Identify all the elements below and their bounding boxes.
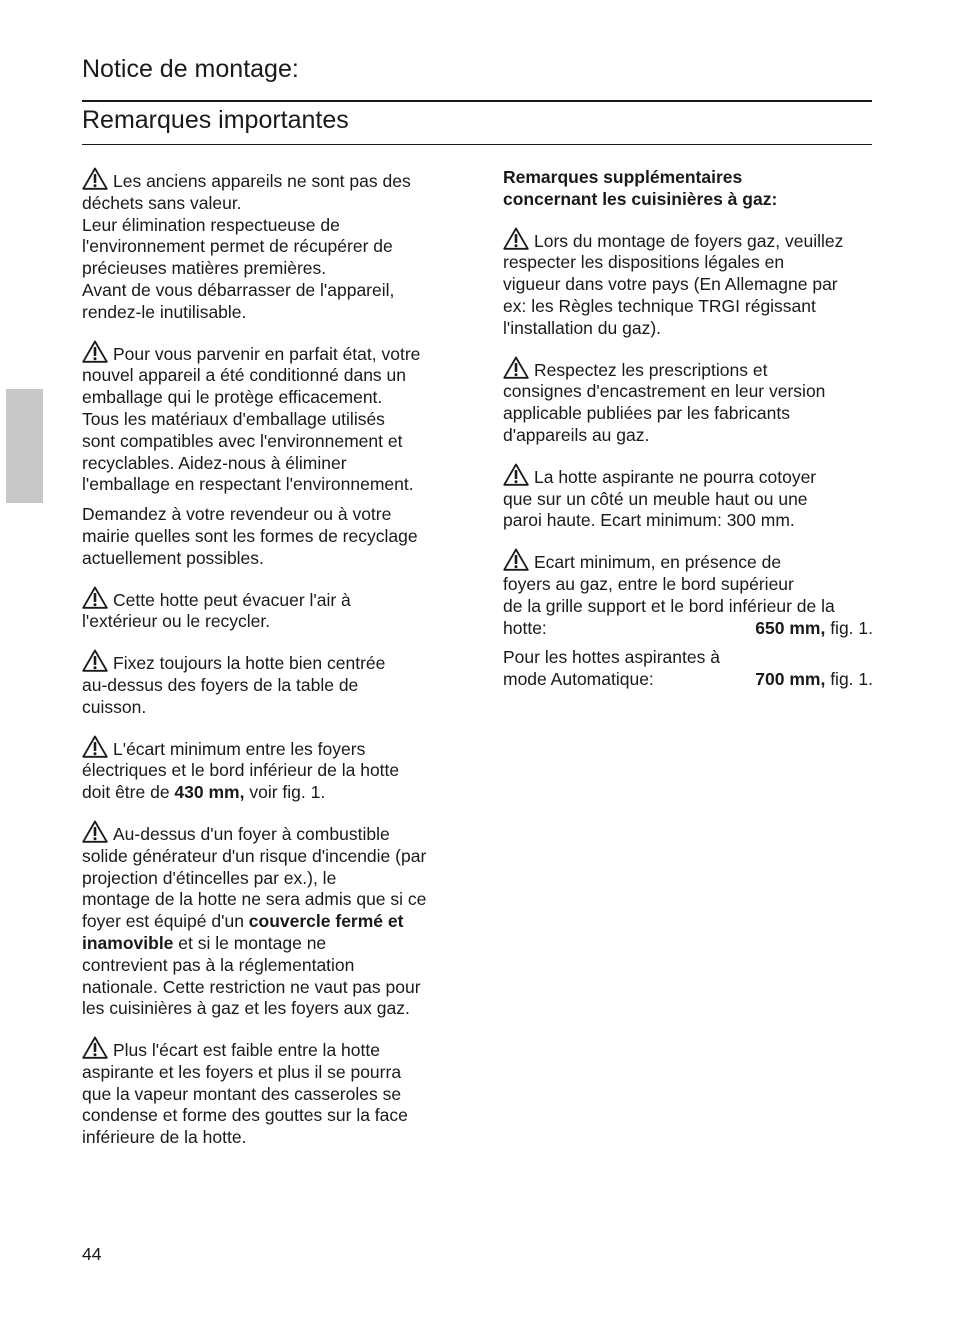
text-line: de la grille support et le bord inférieur de la (503, 595, 835, 616)
left-paragraph-6 (82, 735, 454, 804)
text-line: vigueur dans votre pays (En Allemagne par (503, 274, 838, 295)
text-line: les cuisinières à gaz et les foyers aux gaz. (82, 998, 410, 1019)
text-line: précieuses matières premières. (82, 258, 327, 279)
text-line: rendez-le inutilisable. (82, 301, 247, 322)
bold-value: 700 mm, (755, 669, 826, 690)
measurement-row (503, 618, 873, 640)
text-line: aspirante et les foyers et plus il se pourra (82, 1061, 402, 1082)
right-paragraph-3 (503, 463, 873, 532)
right-paragraph-5 (503, 647, 873, 691)
bold-value: 650 mm, (755, 617, 826, 638)
warning-triangle-icon (82, 820, 108, 843)
warning-triangle-icon (503, 463, 529, 486)
text-line: l'installation du gaz). (503, 317, 662, 338)
text-line: nouvel appareil a été conditionné dans un (82, 365, 406, 386)
bold-value: 430 mm, (174, 782, 245, 803)
left-paragraph-4 (82, 586, 454, 634)
text-line: que la vapeur montant des casseroles se (82, 1083, 402, 1104)
text-line: Pour vous parvenir en parfait état, votre (113, 343, 421, 364)
warning-triangle-icon (503, 548, 529, 571)
text-line: d'appareils au gaz. (503, 424, 650, 445)
warning-triangle-icon (503, 227, 529, 250)
bold-phrase: inamovible (82, 932, 174, 953)
text-line: Pour les hottes aspirantes à (503, 647, 720, 668)
left-paragraph-2 (82, 340, 454, 497)
page-number: 44 (82, 1244, 102, 1264)
text-line: actuellement possibles. (82, 547, 264, 568)
text-line: mairie quelles sont les formes de recyclage (82, 525, 418, 546)
text-line: cuisson. (82, 696, 147, 717)
text-line: L'écart minimum entre les foyers (113, 738, 366, 759)
side-tab-marker (6, 389, 43, 503)
warning-triangle-icon (82, 340, 108, 363)
text-line: La hotte aspirante ne pourra cotoyer (534, 466, 817, 487)
text-line: l'emballage en respectant l'environnement. (82, 474, 414, 495)
text-line: Les anciens appareils ne sont pas des (113, 171, 411, 191)
text-line: Leur élimination respectueuse de (82, 214, 340, 235)
text-line: Lors du montage de foyers gaz, veuillez (534, 230, 844, 251)
right-paragraph-1 (503, 227, 873, 340)
text-line: sont compatibles avec l'environnement et (82, 430, 403, 451)
text-line: l'environnement permet de récupérer de (82, 236, 393, 257)
text-line: Plus l'écart est faible entre la hotte (113, 1040, 380, 1061)
right-column (503, 167, 873, 707)
text-fragment: doit être de (82, 782, 175, 803)
right-paragraph-4 (503, 548, 873, 639)
text-line: inférieure de la hotte. (82, 1127, 247, 1148)
text-line: Respectez les prescriptions et (534, 359, 768, 380)
text-line: montage de la hotte ne sera admis que si ce (82, 889, 427, 910)
bold-phrase: couvercle fermé et (248, 911, 404, 932)
left-paragraph-1 (82, 167, 454, 324)
text-fragment: voir fig. 1. (244, 782, 326, 803)
warning-triangle-icon (82, 1036, 108, 1059)
text-line: Avant de vous débarrasser de l'appareil, (82, 279, 395, 300)
text-line: déchets sans valeur. (82, 192, 242, 213)
text-line: consignes d'encastrement en leur version (503, 381, 826, 402)
text-line: projection d'étincelles par ex.), le (82, 867, 337, 888)
text-line: contrevient pas à la réglementation (82, 954, 355, 975)
text-fragment: et si le montage ne (173, 932, 327, 953)
text-line: paroi haute. Ecart minimum: 300 mm. (503, 510, 795, 531)
text-line: concernant les cuisinières à gaz: (503, 188, 778, 209)
text-line: Cette hotte peut évacuer l'air à (113, 589, 351, 610)
text-line: emballage qui le protège efficacement. (82, 387, 383, 408)
text-line: que sur un côté un meuble haut ou une (503, 488, 808, 509)
text-fragment: mode Automatique: (503, 669, 654, 690)
left-paragraph-8 (82, 1036, 454, 1149)
text-line: Ecart minimum, en présence de (534, 552, 782, 573)
section-rule (82, 144, 872, 145)
warning-triangle-icon (82, 649, 108, 672)
text-line: ex: les Règles technique TRGI régissant (503, 295, 816, 316)
text-line: recyclables. Aidez-nous à éliminer (82, 452, 347, 473)
text-line: condense et forme des gouttes sur la face (82, 1105, 408, 1126)
warning-triangle-icon (82, 167, 108, 190)
warning-triangle-icon (82, 735, 108, 758)
text-line: Au-dessus d'un foyer à combustible (113, 823, 390, 844)
text-line: Tous les matériaux d'emballage utilisés (82, 408, 385, 429)
warning-triangle-icon (82, 586, 108, 609)
text-line: foyers au gaz, entre le bord supérieur (503, 573, 794, 594)
text-line: l'extérieur ou le recycler. (82, 611, 271, 632)
right-paragraph-2 (503, 356, 873, 447)
text-line: solide générateur d'un risque d'incendie (par (82, 845, 427, 866)
text-fragment: fig. 1. (825, 617, 873, 638)
text-line: Remarques supplémentaires (503, 167, 743, 187)
page-title: Notice de montage: (82, 55, 299, 83)
measurement-row (503, 669, 873, 691)
left-column (82, 167, 454, 1165)
section-title: Remarques importantes (82, 106, 349, 134)
text-line: respecter les dispositions légales en (503, 252, 785, 273)
text-fragment: fig. 1. (825, 669, 873, 690)
left-paragraph-7 (82, 820, 454, 1020)
title-rule (82, 100, 872, 102)
left-paragraph-5 (82, 649, 454, 718)
text-fragment: foyer est équipé d'un (82, 911, 249, 932)
left-paragraph-3 (82, 504, 454, 569)
text-fragment: hotte: (503, 617, 547, 638)
text-line: électriques et le bord inférieur de la hotte (82, 760, 400, 781)
text-line: applicable publiées par les fabricants (503, 403, 790, 424)
text-line: au-dessus des foyers de la table de (82, 674, 359, 695)
section-subheading (503, 167, 873, 211)
text-line: nationale. Cette restriction ne vaut pas pour (82, 976, 421, 997)
text-line: Demandez à votre revendeur ou à votre (82, 504, 392, 525)
warning-triangle-icon (503, 356, 529, 379)
text-line: Fixez toujours la hotte bien centrée (113, 653, 386, 674)
